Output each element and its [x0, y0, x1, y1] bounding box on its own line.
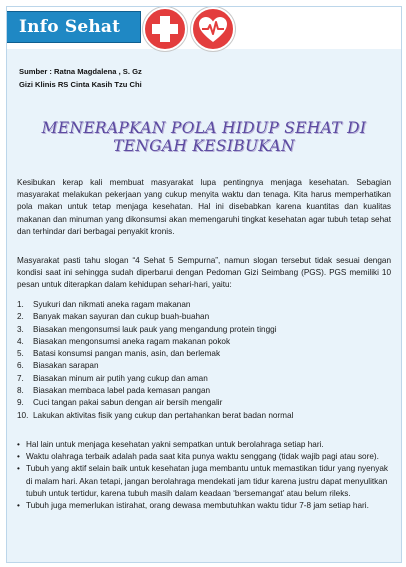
banner-label: Info Sehat: [19, 17, 121, 37]
list-number: 4.: [17, 336, 24, 346]
bullet-dot: •: [17, 452, 20, 462]
header: [7, 7, 401, 49]
article-title: [7, 119, 401, 155]
list-number: 1.: [17, 300, 24, 309]
list-text: Batasi konsumsi pangan manis, asin, dan berlemak: [33, 349, 221, 359]
list-item: [17, 348, 391, 360]
list-number: 2.: [17, 312, 24, 322]
list-item: [17, 360, 391, 372]
bullet-item: [17, 463, 391, 500]
source-affiliation: Gizi Klinis RS Cinta Kasih Tzu Chi: [19, 80, 142, 89]
bullet-text: Tubuh yang aktif selain baik untuk kesehatan juga membantu untuk memastikan tidur yang nyenyak di malam hari. Akan tetapi, jangan berolahraga mendekati jam tidur karena justru dapat menyulitkan tubuh untuk tertidur, karena tubuh masih dalam keadaan ‘bersemangat’ atau belum rileks.: [26, 464, 388, 498]
info-sehat-banner: [7, 11, 141, 43]
pgs-paragraph: Masyarakat pasti tahu slogan “4 Sehat 5 Sempurna”, namun slogan tersebut tidak sesuai dengan kondisi saat ini sehingga sudah diperbarui dengan Pedoman Gizi Seimbang (PGS). PGS memiliki 10 pesan untuk diterapkan dalam kehidupan sehari-hari, yaitu:: [17, 256, 391, 290]
list-item: [17, 299, 391, 311]
info-sehat-page: [6, 6, 402, 563]
pgs-message-list: [17, 299, 391, 422]
list-text: Biasakan mengonsumsi aneka ragam makanan pokok: [33, 336, 231, 346]
list-item: [17, 336, 391, 348]
list-text: Biasakan minum air putih yang cukup dan aman: [33, 373, 208, 383]
list-number: 6.: [17, 361, 24, 371]
list-item: [17, 311, 391, 323]
list-number: 3.: [17, 324, 24, 334]
list-item: [17, 385, 391, 397]
heart-pulse-icon: [191, 7, 235, 51]
title-line-2: TENGAH KESIBUKAN: [113, 137, 295, 155]
bullet-text: Tubuh juga memerlukan istirahat, orang dewasa membutuhkan waktu tidur 7-8 jam setiap hari.: [26, 501, 369, 511]
bullet-text: Waktu olahraga terbaik adalah pada saat kita punya waktu senggang (tidak wajib pagi atau sore).: [26, 452, 379, 462]
intro-paragraph: Kesibukan kerap kali membuat masyarakat lupa pentingnya menjaga kesehatan. Sebagian masyarakat melakukan pekerjaan yang cukup menyita waktu dan tenaga. Kita harus memperhatikan pola makan untuk tetap menjaga kesehatan. Hal ini disebabkan karena kuantitas dan kualitas makanan dan minuman yang dikonsumsi akan memengaruhi tingkat kesehatan agar tubuh tetap sehat dan terhindar dari berbagai penyakit kronis.: [17, 178, 391, 236]
title-line-1: MENERAPKAN POLA HIDUP SEHAT DI: [41, 119, 367, 137]
list-number: 5.: [17, 349, 24, 359]
list-text: Biasakan sarapan: [33, 361, 99, 371]
medical-cross-icon: [143, 7, 187, 51]
bullet-dot: •: [17, 440, 20, 449]
bullet-dot: •: [17, 501, 20, 511]
list-text: Biasakan membaca label pada kemasan pangan: [33, 386, 211, 396]
list-number: 10.: [17, 410, 29, 420]
tips-bullet-list: [17, 439, 391, 512]
list-item: [17, 397, 391, 409]
list-text: Cuci tangan pakai sabun dengan air bersih mengalir: [33, 398, 223, 408]
list-text: Biasakan mengonsumsi lauk pauk yang mengandung protein tinggi: [33, 324, 277, 334]
source-author: Sumber : Ratna Magdalena , S. Gz: [19, 67, 142, 76]
list-text: Lakukan aktivitas fisik yang cukup dan pertahankan berat badan normal: [33, 410, 294, 420]
source-credit: [19, 65, 142, 91]
bullet-item: [17, 451, 391, 463]
bullet-text: Hal lain untuk menjaga kesehatan yakni sempatkan untuk berolahraga setiap hari.: [26, 440, 324, 449]
list-number: 8.: [17, 386, 24, 396]
bullet-item: [17, 439, 391, 451]
list-item: [17, 373, 391, 385]
list-number: 7.: [17, 373, 24, 383]
list-text: Banyak makan sayuran dan cukup buah-buahan: [33, 312, 210, 322]
list-item: [17, 324, 391, 336]
list-text: Syukuri dan nikmati aneka ragam makanan: [33, 300, 191, 309]
bullet-dot: •: [17, 464, 20, 474]
list-number: 9.: [17, 398, 24, 408]
bullet-item: [17, 500, 391, 512]
list-item: [17, 410, 391, 422]
